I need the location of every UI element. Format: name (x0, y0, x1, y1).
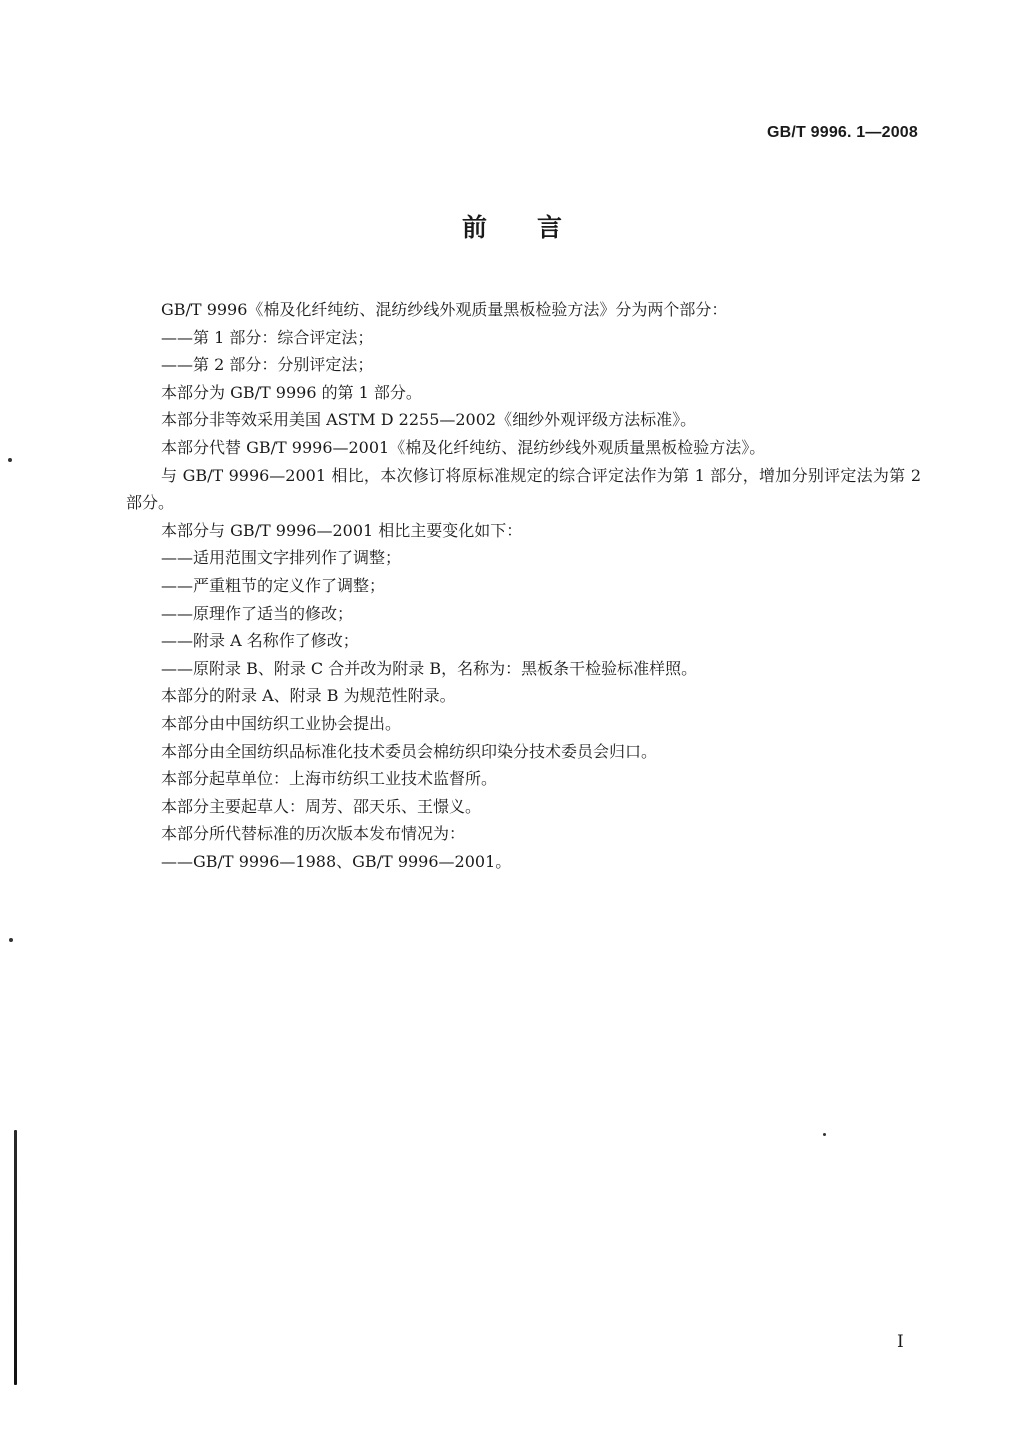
list-item: ——适用范围文字排列作了调整； (161, 548, 402, 568)
page-number: I (897, 1332, 904, 1352)
paragraph: GB/T 9996《棉及化纤纯纺、混纺纱线外观质量黑板检验方法》分为两个部分： (161, 300, 728, 319)
paragraph: 本部分由中国纺织工业协会提出。 (161, 713, 402, 733)
paragraph: 本部分由全国纺织品标准化技术委员会棉纺织印染分技术委员会归口。 (161, 741, 658, 761)
paragraph: 本部分与 GB/T 9996—2001 相比主要变化如下： (161, 520, 523, 540)
paragraph: 本部分的附录 A、附录 B 为规范性附录。 (161, 686, 456, 706)
scan-speck (8, 458, 12, 462)
scan-speck (9, 938, 13, 942)
paragraph: 本部分主要起草人：周芳、邵天乐、王憬义。 (161, 796, 482, 816)
paragraph: 本部分为 GB/T 9996 的第 1 部分。 (161, 382, 422, 402)
scan-speck (823, 1133, 826, 1136)
list-item: ——严重粗节的定义作了调整； (161, 575, 386, 595)
paragraph: 本部分起草单位：上海市纺织工业技术监督所。 (161, 769, 498, 789)
paragraph: 本部分所代替标准的历次版本发布情况为： (161, 824, 466, 844)
standard-number: GB/T 9996. 1—2008 (766, 124, 918, 141)
list-item: ——原附录 B、附录 C 合并改为附录 B，名称为：黑板条干检验标准样照。 (161, 658, 698, 678)
list-item: ——GB/T 9996—1988、GB/T 9996—2001。 (161, 851, 512, 871)
paragraph: 本部分代替 GB/T 9996—2001《棉及化纤纯纺、混纺纱线外观质量黑板检验方法》。 (161, 437, 766, 457)
page-title: 前言 (461, 213, 612, 242)
paragraph: 与 GB/T 9996—2001 相比，本次修订将原标准规定的综合评定法作为第 1 部分，增加分别评定法为第 2 部分。 (126, 465, 921, 513)
list-item: ——附录 A 名称作了修改； (161, 631, 359, 651)
list-item: ——原理作了适当的修改； (161, 603, 354, 623)
scan-margin-line (14, 1130, 17, 1385)
foreword-body (126, 296, 921, 875)
paragraph: 本部分非等效采用美国 ASTM D 2255—2002《细纱外观评级方法标准》。 (161, 410, 697, 430)
list-item: ——第 2 部分：分别评定法； (161, 355, 374, 375)
list-item: ——第 1 部分：综合评定法； (161, 327, 374, 347)
